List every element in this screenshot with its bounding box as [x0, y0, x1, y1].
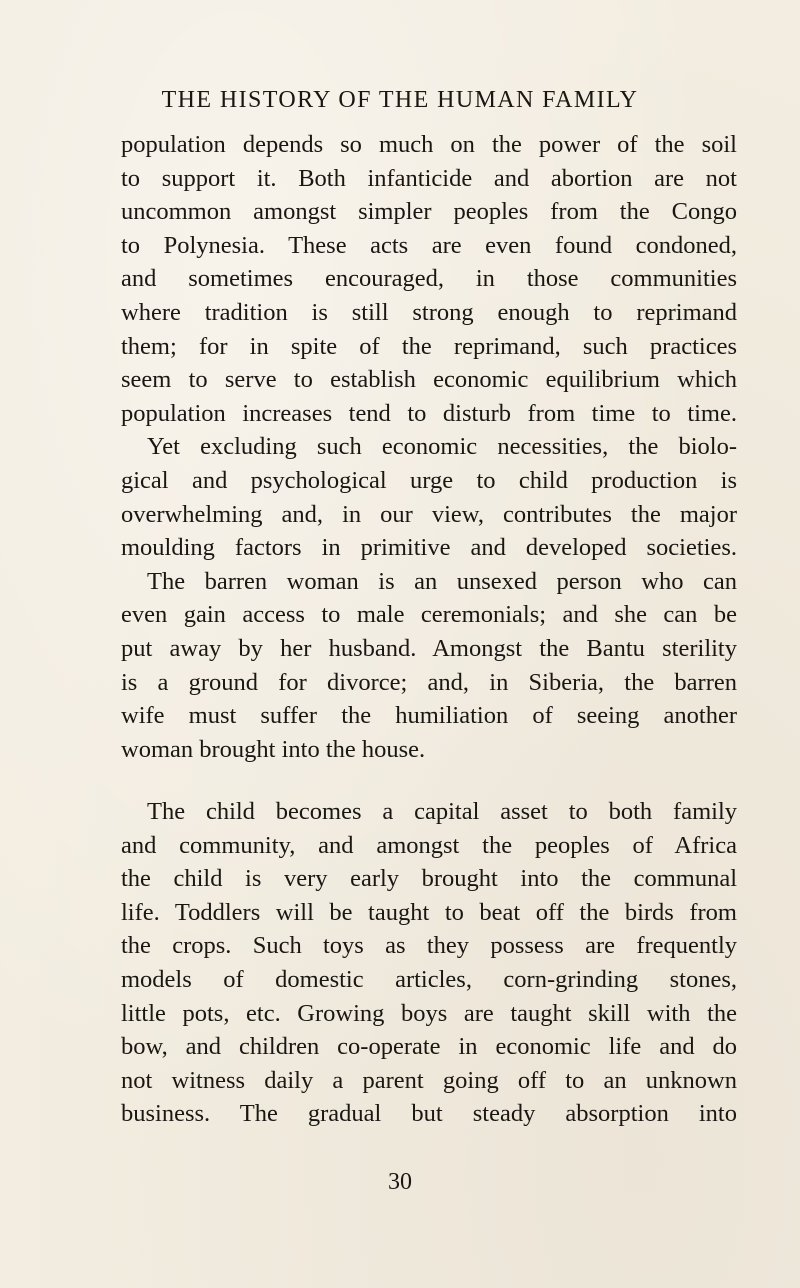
text-line: business. The gradual but steady absorption into: [121, 1100, 737, 1128]
text-line: where tradition is still strong enough to reprimand: [121, 298, 737, 326]
text-line: models of domestic articles, corn-grinding stones,: [121, 965, 737, 993]
text-line: bow, and children co-operate in economic life and do: [121, 1033, 737, 1061]
text-line: The child becomes a capital asset to both family: [147, 798, 737, 825]
paragraph-block-1: [121, 128, 737, 766]
text-line: overwhelming and, in our view, contributes the major: [121, 500, 737, 528]
text-line: moulding factors in primitive and developed societies.: [121, 534, 737, 562]
text-line: woman brought into the house.: [121, 735, 426, 763]
text-line: to Polynesia. These acts are even found condoned,: [121, 231, 737, 259]
text-line: population increases tend to disturb from time to time.: [121, 399, 737, 427]
text-line: is a ground for divorce; and, in Siberia, the barren: [121, 668, 737, 696]
text-line: seem to serve to establish economic equilibrium which: [121, 366, 737, 394]
text-line: gical and psychological urge to child production is: [121, 466, 737, 494]
text-line: population depends so much on the power of the soil: [121, 131, 737, 158]
text-line: Yet excluding such economic necessities, the biolo-: [147, 433, 737, 461]
text-line: little pots, etc. Growing boys are taught skill with the: [121, 999, 737, 1027]
text-line: put away by her husband. Amongst the Bantu sterility: [121, 634, 737, 662]
running-head: THE HISTORY OF THE HUMAN FAMILY: [161, 87, 639, 113]
text-line: them; for in spite of the reprimand, such practices: [121, 332, 737, 360]
text-line: to support it. Both infanticide and abortion are not: [121, 164, 737, 192]
text-line: The barren woman is an unsexed person who can: [147, 567, 737, 595]
text-line: wife must suffer the humiliation of seeing another: [121, 702, 737, 730]
paragraph-block-2: [121, 795, 737, 1131]
text-line: uncommon amongst simpler peoples from the Congo: [121, 198, 737, 226]
text-line: even gain access to male ceremonials; and she can be: [121, 601, 737, 629]
text-line: the crops. Such toys as they possess are frequently: [121, 932, 737, 960]
text-line: and sometimes encouraged, in those communities: [121, 265, 737, 293]
text-line: and community, and amongst the peoples of Africa: [121, 831, 737, 859]
text-line: the child is very early brought into the communal: [121, 865, 737, 893]
text-line: not witness daily a parent going off to an unknown: [121, 1066, 737, 1094]
text-line: life. Toddlers will be taught to beat off the birds from: [121, 898, 737, 926]
page-number: 30: [388, 1169, 412, 1195]
